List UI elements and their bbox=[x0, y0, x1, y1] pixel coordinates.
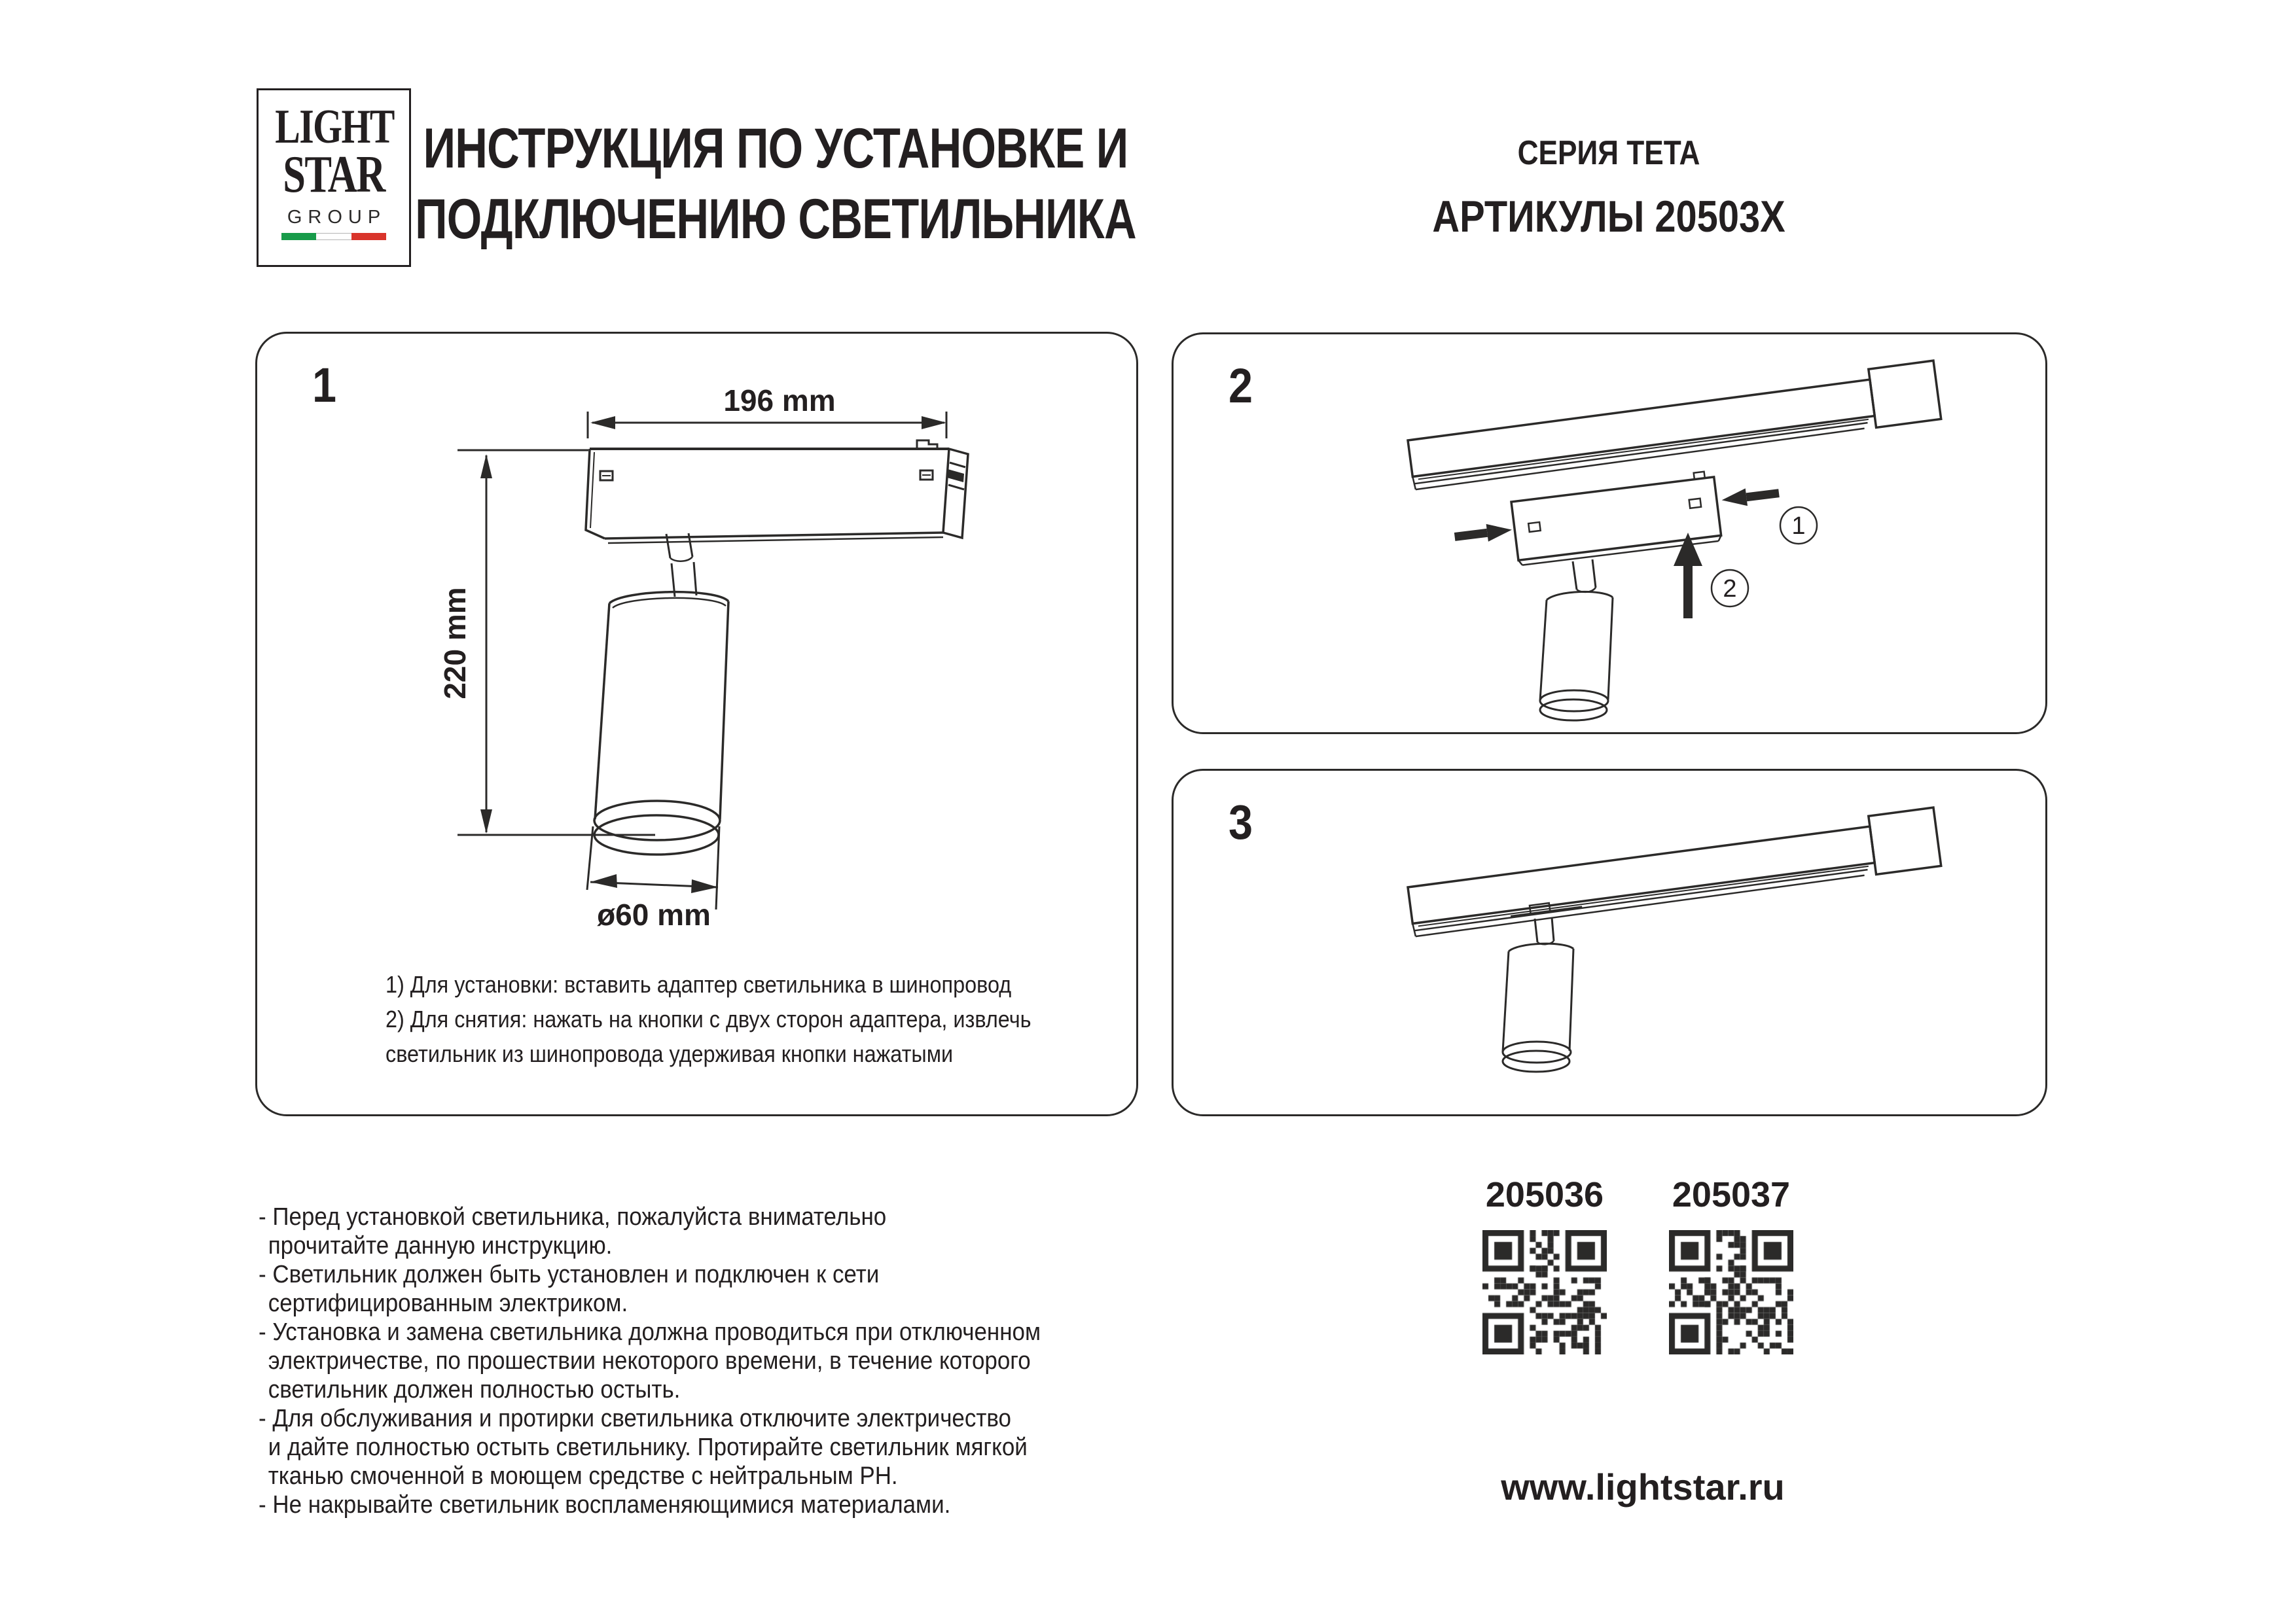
dim-diameter-label: ø60 mm bbox=[597, 898, 711, 932]
warning-line: светильник должен полностью остыть. bbox=[268, 1376, 681, 1403]
flag-green bbox=[281, 233, 316, 240]
flag-white bbox=[316, 233, 351, 240]
note-line: 2) Для снятия: нажать на кнопки с двух сторон адаптера, извлечь bbox=[386, 1006, 1031, 1033]
callout-1-label: 1 bbox=[1791, 512, 1806, 540]
page-title-line1: ИНСТРУКЦИЯ ПО УСТАНОВКЕ И bbox=[423, 117, 1128, 180]
step-number-1: 1 bbox=[312, 358, 337, 412]
step-number-3: 3 bbox=[1229, 795, 1253, 849]
qr-code-right bbox=[1669, 1230, 1793, 1354]
press-arrow-right bbox=[1721, 484, 1780, 509]
logo-word-light: LIGHT bbox=[275, 100, 394, 154]
article-number-right: 205037 bbox=[1672, 1175, 1791, 1214]
installation-diagram bbox=[1174, 334, 2041, 728]
qr-code-left bbox=[1482, 1230, 1607, 1354]
warning-line: - Не накрывайте светильник воспламеняющимися материалами. bbox=[259, 1491, 951, 1519]
page-title-line2: ПОДКЛЮЧЕНИЮ СВЕТИЛЬНИКА bbox=[415, 188, 1136, 251]
installed-view-drawing bbox=[1174, 771, 2041, 1110]
lightstar-logo bbox=[257, 88, 411, 267]
press-arrow-left bbox=[1454, 521, 1513, 546]
step-number-2: 2 bbox=[1229, 359, 1253, 413]
step-panel-3 bbox=[1172, 769, 2047, 1116]
step-panel-1 bbox=[255, 332, 1138, 1116]
dim-width-label: 196 mm bbox=[723, 383, 836, 417]
warning-line: - Для обслуживания и протирки светильника отключите электричество bbox=[259, 1405, 1011, 1432]
step-panel-2 bbox=[1172, 332, 2047, 734]
italian-flag-stripe bbox=[281, 233, 386, 240]
article-number-left: 205036 bbox=[1485, 1175, 1604, 1214]
safety-warnings bbox=[259, 1203, 1109, 1519]
warning-line: - Перед установкой светильника, пожалуйста внимательно bbox=[259, 1203, 887, 1231]
flag-red bbox=[351, 233, 386, 240]
warning-line: электричестве, по прошествии некоторого времени, в течение которого bbox=[268, 1347, 1031, 1375]
warning-line: тканью смоченной в моющем средстве с нейтральным PH. bbox=[268, 1462, 898, 1490]
website-link: www.lightstar.ru bbox=[1501, 1466, 1785, 1508]
logo-word-star: STAR bbox=[283, 146, 385, 203]
warning-line: сертифицированным электриком. bbox=[268, 1290, 628, 1317]
warning-line: - Светильник должен быть установлен и подключен к сети bbox=[259, 1261, 880, 1288]
warning-line: - Установка и замена светильника должна проводиться при отключенном bbox=[259, 1318, 1041, 1346]
series-label: СЕРИЯ TETA bbox=[1517, 134, 1700, 172]
logo-word-group: GROUP bbox=[287, 207, 387, 228]
callout-2-label: 2 bbox=[1723, 575, 1737, 603]
warning-line: прочитайте данную инструкцию. bbox=[268, 1232, 613, 1260]
step1-notes bbox=[386, 967, 1103, 1071]
warning-line: и дайте полностью остыть светильнику. Протирайте светильник мягкой bbox=[268, 1434, 1028, 1461]
dim-height-label: 220 mm bbox=[438, 587, 472, 699]
note-line: 1) Для установки: вставить адаптер светильника в шинопровод bbox=[386, 971, 1012, 998]
articles-label: АРТИКУЛЫ 20503X bbox=[1432, 192, 1785, 241]
note-line: светильник из шинопровода удерживая кнопки нажатыми bbox=[386, 1040, 954, 1067]
